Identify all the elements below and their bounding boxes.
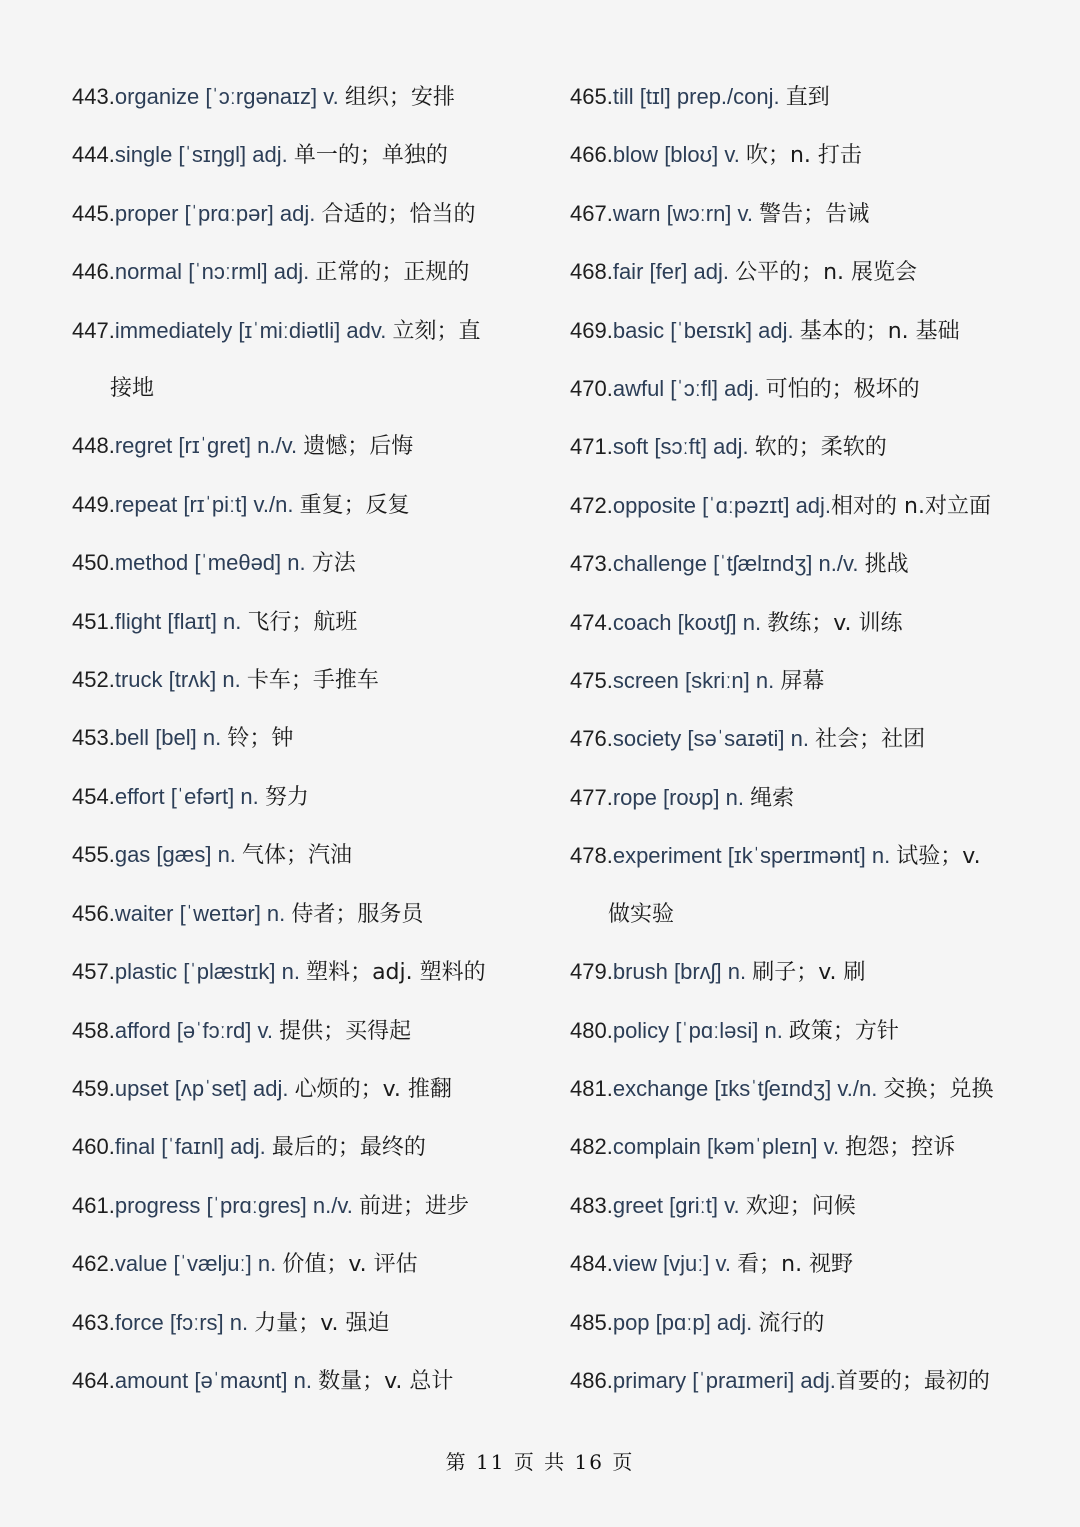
entry-phonetic: [ˈprɑːgres] bbox=[200, 1192, 313, 1218]
vocab-entry bbox=[570, 1294, 1040, 1352]
entry-word: force bbox=[114, 1309, 164, 1335]
entry-meaning: 卡车；手推车 bbox=[246, 668, 379, 694]
entry-part-of-speech: v. bbox=[715, 1251, 738, 1277]
entry-meaning: 飞行；航班 bbox=[247, 609, 358, 635]
entry-number: 481. bbox=[570, 1075, 613, 1101]
entry-number: 477. bbox=[570, 784, 613, 810]
entry-phonetic: [bel] bbox=[149, 725, 203, 751]
entry-number: 450. bbox=[72, 550, 115, 576]
entry-phonetic: [flaɪt] bbox=[161, 608, 223, 634]
entry-phonetic: [ˈnɔːrml] bbox=[182, 259, 274, 285]
entry-word: afford bbox=[114, 1017, 171, 1043]
entry-phonetic: [tɪl] bbox=[633, 84, 677, 109]
entry-phonetic: [ˈvæljuː] bbox=[167, 1251, 258, 1277]
entry-part-of-speech: n. bbox=[764, 1017, 789, 1043]
entry-meaning-continuation: 接地 bbox=[110, 376, 155, 402]
entry-word: value bbox=[114, 1251, 168, 1277]
entry-word: single bbox=[114, 142, 173, 168]
entry-part-of-speech: n. bbox=[742, 609, 768, 635]
entry-word: coach bbox=[612, 609, 672, 635]
entry-number: 456. bbox=[72, 900, 115, 926]
entry-phonetic: [wɔːrn] bbox=[660, 200, 738, 226]
entry-word: challenge bbox=[612, 551, 708, 577]
entry-number: 454. bbox=[72, 783, 115, 809]
entry-word: waiter bbox=[114, 900, 174, 926]
entry-word: final bbox=[114, 1134, 156, 1160]
vocab-entry bbox=[570, 1235, 1040, 1293]
entry-word: complain bbox=[612, 1134, 701, 1160]
entry-word: repeat bbox=[114, 491, 178, 517]
entry-number: 448. bbox=[72, 433, 115, 459]
entry-number: 463. bbox=[72, 1309, 115, 1335]
entry-phonetic: [ˈbeɪsɪk] bbox=[664, 317, 759, 343]
entry-part-of-speech: adj. bbox=[713, 434, 755, 460]
entry-part-of-speech: v./n. bbox=[837, 1075, 884, 1101]
entry-phonetic: [ˈplæstɪk] bbox=[177, 959, 282, 985]
vocab-entry bbox=[72, 1118, 542, 1176]
vocab-entry bbox=[72, 1002, 542, 1060]
entry-phonetic: [rɪˈgret] bbox=[172, 433, 258, 459]
vocab-entry bbox=[570, 1177, 1040, 1235]
entry-word: organize bbox=[114, 84, 200, 109]
entry-meaning: 刷子；v. 刷 bbox=[752, 960, 866, 986]
entry-word: screen bbox=[612, 668, 679, 694]
entry-phonetic: [ˈpraɪmeri] bbox=[686, 1367, 801, 1393]
entry-meaning: 基本的；n. 基础 bbox=[799, 318, 960, 344]
entry-part-of-speech: n. bbox=[727, 959, 753, 985]
entry-part-of-speech: n./v. bbox=[818, 551, 865, 577]
vocab-entry bbox=[72, 1177, 542, 1235]
page-footer: 第 11 页 共 16 页 bbox=[445, 1450, 635, 1474]
entry-phonetic: [səˈsaɪəti] bbox=[681, 726, 791, 752]
entry-phonetic: [ˈmeθəd] bbox=[188, 550, 288, 576]
vocab-entry bbox=[570, 418, 1040, 476]
entry-number: 478. bbox=[570, 843, 613, 869]
entry-part-of-speech: v. bbox=[737, 200, 760, 226]
entry-part-of-speech: n. bbox=[281, 959, 307, 985]
entry-meaning: 试验；v. bbox=[896, 844, 981, 870]
vocab-entry bbox=[72, 302, 542, 360]
entry-meaning: 吹；n. 打击 bbox=[745, 143, 862, 169]
vocab-entry bbox=[570, 126, 1040, 184]
entry-number: 449. bbox=[72, 491, 115, 517]
entry-meaning: 单一的；单独的 bbox=[293, 143, 448, 169]
entry-part-of-speech: n. bbox=[871, 843, 897, 869]
entry-phonetic: [ˈefərt] bbox=[164, 783, 241, 809]
vocab-entry bbox=[72, 1352, 542, 1410]
entry-meaning: 数量；v. 总计 bbox=[318, 1368, 454, 1394]
entry-word: exchange bbox=[612, 1075, 709, 1101]
entry-number: 476. bbox=[570, 726, 613, 752]
entry-meaning: 塑料；adj. 塑料的 bbox=[306, 960, 486, 986]
entry-word: blow bbox=[612, 142, 659, 168]
entry-number: 483. bbox=[570, 1192, 613, 1218]
entry-word: flight bbox=[114, 608, 162, 634]
entry-number: 468. bbox=[570, 259, 613, 285]
entry-meaning: 相对的 n.对立面 bbox=[831, 493, 991, 519]
vocab-entry bbox=[72, 943, 542, 1001]
entry-number: 443. bbox=[72, 84, 115, 109]
entry-word: gas bbox=[114, 842, 151, 868]
entry-meaning: 组织；安排 bbox=[344, 85, 455, 110]
entry-word: amount bbox=[114, 1367, 189, 1393]
entry-phonetic: [əˈmaʊnt] bbox=[188, 1367, 294, 1393]
entry-meaning: 价值；v. 评估 bbox=[282, 1252, 418, 1278]
vocab-entry bbox=[72, 534, 542, 592]
entry-number: 460. bbox=[72, 1134, 115, 1160]
entry-part-of-speech: n./v. bbox=[312, 1192, 359, 1218]
entry-phonetic: [trʌk] bbox=[162, 667, 223, 693]
entry-number: 452. bbox=[72, 667, 115, 693]
vocab-entry bbox=[72, 593, 542, 651]
vocab-entry bbox=[570, 827, 1040, 885]
entry-part-of-speech: n. bbox=[229, 1309, 255, 1335]
vocab-entry bbox=[570, 1002, 1040, 1060]
entry-number: 467. bbox=[570, 200, 613, 226]
entry-word: method bbox=[114, 550, 189, 576]
entry-number: 451. bbox=[72, 608, 115, 634]
entry-part-of-speech: adv. bbox=[346, 317, 393, 343]
entry-meaning: 气体；汽油 bbox=[242, 843, 353, 869]
entry-meaning: 屏幕 bbox=[780, 669, 825, 695]
vocab-entry bbox=[570, 652, 1040, 710]
vocab-entry bbox=[570, 535, 1040, 593]
vocab-entry bbox=[72, 709, 542, 767]
entry-phonetic: [əˈfɔːrd] bbox=[170, 1017, 258, 1043]
entry-phonetic: [ʌpˈset] bbox=[168, 1075, 254, 1101]
entry-word: fair bbox=[612, 259, 644, 285]
entry-meaning: 前进；进步 bbox=[358, 1193, 469, 1219]
entry-phonetic: [ɪˈmiːdiətli] bbox=[232, 317, 347, 343]
entry-part-of-speech: n. bbox=[257, 1251, 283, 1277]
entry-phonetic: [ˈɔːfl] bbox=[664, 376, 725, 402]
entry-word: proper bbox=[114, 200, 179, 226]
entry-meaning: 遗憾；后悔 bbox=[303, 434, 414, 460]
entry-number: 482. bbox=[570, 1134, 613, 1160]
entry-part-of-speech: adj. bbox=[800, 1367, 836, 1393]
entry-number: 470. bbox=[570, 376, 613, 402]
entry-phonetic: [ɪkˈsperɪmənt] bbox=[721, 843, 872, 869]
vocab-entry bbox=[570, 68, 1040, 126]
vocab-entry bbox=[570, 943, 1040, 1001]
entry-meaning: 政策；方针 bbox=[788, 1018, 899, 1044]
entry-phonetic: [sɔːft] bbox=[648, 434, 714, 460]
entry-word: plastic bbox=[114, 959, 178, 985]
vocab-entry bbox=[72, 1235, 542, 1293]
entry-part-of-speech: n. bbox=[240, 783, 265, 809]
entry-number: 461. bbox=[72, 1192, 115, 1218]
entry-number: 447. bbox=[72, 317, 115, 343]
entry-word: upset bbox=[114, 1075, 169, 1101]
entry-part-of-speech: n. bbox=[790, 726, 816, 752]
entry-number: 479. bbox=[570, 959, 613, 985]
entry-part-of-speech: prep./conj. bbox=[676, 84, 786, 109]
entry-part-of-speech: adj. bbox=[724, 376, 766, 402]
entry-meaning: 公平的；n. 展览会 bbox=[735, 260, 918, 286]
entry-meaning: 社会；社团 bbox=[815, 727, 926, 753]
entry-number: 465. bbox=[570, 84, 613, 109]
entry-meaning: 直到 bbox=[785, 85, 830, 110]
entry-meaning-continuation: 做实验 bbox=[608, 901, 675, 927]
entry-part-of-speech: adj. bbox=[230, 1134, 272, 1160]
entry-part-of-speech: n. bbox=[217, 842, 243, 868]
entry-meaning: 首要的；最初的 bbox=[835, 1368, 990, 1394]
entry-phonetic: [kəmˈpleɪn] bbox=[700, 1134, 824, 1160]
entry-meaning: 努力 bbox=[264, 784, 309, 810]
vocab-entry bbox=[570, 710, 1040, 768]
entry-number: 457. bbox=[72, 959, 115, 985]
entry-part-of-speech: n. bbox=[266, 900, 292, 926]
entry-phonetic: [griːt] bbox=[662, 1192, 725, 1218]
entry-meaning: 方法 bbox=[311, 551, 356, 577]
entry-meaning: 正常的；正规的 bbox=[315, 260, 470, 286]
vocab-entry bbox=[72, 126, 542, 184]
entry-word: progress bbox=[114, 1192, 201, 1218]
entry-part-of-speech: v. bbox=[823, 1134, 846, 1160]
entry-word: normal bbox=[114, 259, 183, 285]
entry-part-of-speech: v. bbox=[724, 142, 746, 168]
entry-meaning: 流行的 bbox=[758, 1310, 825, 1336]
entry-number: 462. bbox=[72, 1251, 115, 1277]
entry-phonetic: [gæs] bbox=[150, 842, 218, 868]
entry-meaning: 最后的；最终的 bbox=[271, 1135, 426, 1161]
entry-number: 459. bbox=[72, 1075, 115, 1101]
vocab-entry bbox=[72, 826, 542, 884]
entry-phonetic: [ˈɔːrgənaɪz] bbox=[199, 84, 324, 109]
vocab-entry bbox=[72, 1060, 542, 1118]
vocab-entry bbox=[570, 360, 1040, 418]
entry-number: 445. bbox=[72, 200, 115, 226]
entry-number: 486. bbox=[570, 1367, 613, 1393]
entry-part-of-speech: v. bbox=[724, 1192, 746, 1218]
entry-word: policy bbox=[612, 1017, 670, 1043]
entry-number: 480. bbox=[570, 1017, 613, 1043]
entry-phonetic: [ɪksˈtʃeɪndʒ] bbox=[708, 1075, 838, 1101]
entry-word: brush bbox=[612, 959, 668, 985]
vocab-entry bbox=[72, 651, 542, 709]
vocab-entry bbox=[570, 477, 1040, 535]
entry-part-of-speech: v. bbox=[257, 1017, 280, 1043]
entry-part-of-speech: adj. bbox=[795, 492, 832, 518]
entry-part-of-speech: n./v. bbox=[257, 433, 304, 459]
entry-word: warn bbox=[612, 200, 661, 226]
entry-phonetic: [ˈtʃælɪndʒ] bbox=[707, 551, 819, 577]
entry-number: 466. bbox=[570, 142, 613, 168]
vocab-entry bbox=[570, 1060, 1040, 1118]
entry-number: 469. bbox=[570, 317, 613, 343]
entry-phonetic: [bloʊ] bbox=[658, 142, 725, 168]
entry-word: soft bbox=[612, 434, 649, 460]
entry-word: bell bbox=[114, 725, 150, 751]
entry-word: greet bbox=[612, 1192, 663, 1218]
entry-word: rope bbox=[612, 784, 657, 810]
entry-word: opposite bbox=[612, 492, 697, 518]
entry-word: till bbox=[612, 84, 634, 109]
entry-phonetic: [brʌʃ] bbox=[667, 959, 728, 985]
entry-meaning: 软的；柔软的 bbox=[754, 435, 887, 461]
entry-meaning: 重复；反复 bbox=[299, 492, 410, 518]
entry-part-of-speech: adj. bbox=[273, 259, 316, 285]
entry-word: society bbox=[612, 726, 682, 752]
entry-phonetic: [ˈsɪŋgl] bbox=[172, 142, 253, 168]
entry-word: awful bbox=[612, 376, 665, 402]
entry-meaning: 立刻；直 bbox=[392, 318, 481, 344]
entry-number: 453. bbox=[72, 725, 115, 751]
entry-meaning: 抱怨；控诉 bbox=[845, 1135, 956, 1161]
vocab-entry bbox=[570, 769, 1040, 827]
vocab-entry bbox=[72, 185, 542, 243]
entry-number: 471. bbox=[570, 434, 613, 460]
entry-meaning: 教练；v. 训练 bbox=[767, 610, 903, 636]
entry-word: experiment bbox=[612, 843, 722, 869]
entry-number: 455. bbox=[72, 842, 115, 868]
entry-part-of-speech: v. bbox=[323, 84, 345, 109]
vocab-entry bbox=[570, 302, 1040, 360]
vocab-entry bbox=[570, 243, 1040, 301]
entry-word: primary bbox=[612, 1367, 687, 1393]
vocab-entry bbox=[570, 1118, 1040, 1176]
entry-word: view bbox=[612, 1251, 657, 1277]
entry-part-of-speech: adj. bbox=[253, 1075, 295, 1101]
entry-part-of-speech: adj. bbox=[716, 1309, 759, 1335]
entry-part-of-speech: adj. bbox=[252, 142, 294, 168]
entry-number: 484. bbox=[570, 1251, 613, 1277]
entry-phonetic: [ˈfaɪnl] bbox=[155, 1134, 231, 1160]
entry-number: 464. bbox=[72, 1367, 115, 1393]
entry-word: effort bbox=[114, 783, 165, 809]
entry-number: 474. bbox=[570, 609, 613, 635]
entry-number: 446. bbox=[72, 259, 115, 285]
entry-meaning: 欢迎；问候 bbox=[745, 1193, 856, 1219]
entry-part-of-speech: n. bbox=[293, 1367, 319, 1393]
entry-phonetic: [vjuː] bbox=[656, 1251, 716, 1277]
entry-word: truck bbox=[114, 667, 163, 693]
entry-phonetic: [roʊp] bbox=[656, 784, 726, 810]
entry-phonetic: [fɔːrs] bbox=[163, 1309, 230, 1335]
vocab-entry bbox=[72, 885, 542, 943]
entry-meaning: 提供；买得起 bbox=[279, 1018, 412, 1044]
entry-phonetic: [rɪˈpiːt] bbox=[177, 491, 254, 517]
entry-word: immediately bbox=[114, 317, 233, 343]
entry-phonetic: [pɑːp] bbox=[649, 1309, 717, 1335]
entry-meaning: 看；n. 视野 bbox=[737, 1252, 854, 1278]
entry-number: 444. bbox=[72, 142, 115, 168]
entry-word: basic bbox=[612, 317, 665, 343]
vocab-entry bbox=[570, 594, 1040, 652]
vocab-entry bbox=[72, 768, 542, 826]
entry-number: 472. bbox=[570, 492, 613, 518]
left-column bbox=[72, 68, 542, 1410]
entry-part-of-speech: n. bbox=[755, 668, 781, 694]
entry-number: 485. bbox=[570, 1309, 613, 1335]
vocab-entry bbox=[72, 417, 542, 475]
entry-phonetic: [koʊtʃ] bbox=[671, 609, 743, 635]
right-column bbox=[570, 68, 1040, 1410]
entry-phonetic: [ˈweɪtər] bbox=[173, 900, 267, 926]
entry-word: pop bbox=[612, 1309, 650, 1335]
entry-phonetic: [ˈpɑːləsi] bbox=[669, 1017, 765, 1043]
vocab-entry bbox=[570, 1352, 1040, 1410]
vocab-entry bbox=[72, 1294, 542, 1352]
entry-part-of-speech: n. bbox=[222, 667, 247, 693]
entry-phonetic: [ˈɑːpəzɪt] bbox=[696, 492, 796, 518]
entry-meaning: 交换；兑换 bbox=[883, 1076, 994, 1102]
entry-number: 475. bbox=[570, 668, 613, 694]
vocab-entry bbox=[72, 243, 542, 301]
entry-number: 458. bbox=[72, 1017, 115, 1043]
entry-meaning: 警告；告诫 bbox=[759, 201, 870, 227]
entry-meaning: 挑战 bbox=[864, 552, 909, 578]
entry-part-of-speech: v./n. bbox=[253, 491, 300, 517]
entry-word: regret bbox=[114, 433, 173, 459]
entry-meaning: 铃；钟 bbox=[227, 726, 294, 752]
vocab-entry bbox=[570, 185, 1040, 243]
entry-part-of-speech: adj. bbox=[758, 317, 800, 343]
entry-meaning: 绳索 bbox=[750, 785, 795, 811]
entry-phonetic: [skriːn] bbox=[678, 668, 756, 694]
entry-meaning: 心烦的；v. 推翻 bbox=[294, 1076, 452, 1102]
entry-part-of-speech: n. bbox=[222, 608, 248, 634]
entry-part-of-speech: n. bbox=[202, 725, 228, 751]
vocab-entry bbox=[72, 476, 542, 534]
entry-part-of-speech: n. bbox=[725, 784, 751, 810]
entry-meaning: 合适的；恰当的 bbox=[321, 201, 476, 227]
entry-part-of-speech: adj. bbox=[693, 259, 736, 285]
entry-number: 473. bbox=[570, 551, 613, 577]
entry-part-of-speech: n. bbox=[287, 550, 312, 576]
entry-phonetic: [fer] bbox=[643, 259, 694, 285]
entry-part-of-speech: adj. bbox=[279, 200, 322, 226]
entry-meaning: 可怕的；极坏的 bbox=[765, 377, 920, 403]
entry-phonetic: [ˈprɑːpər] bbox=[178, 200, 280, 226]
vocab-entry bbox=[72, 68, 542, 126]
entry-meaning: 力量；v. 强迫 bbox=[254, 1310, 390, 1336]
entry-meaning: 侍者；服务员 bbox=[291, 901, 424, 927]
